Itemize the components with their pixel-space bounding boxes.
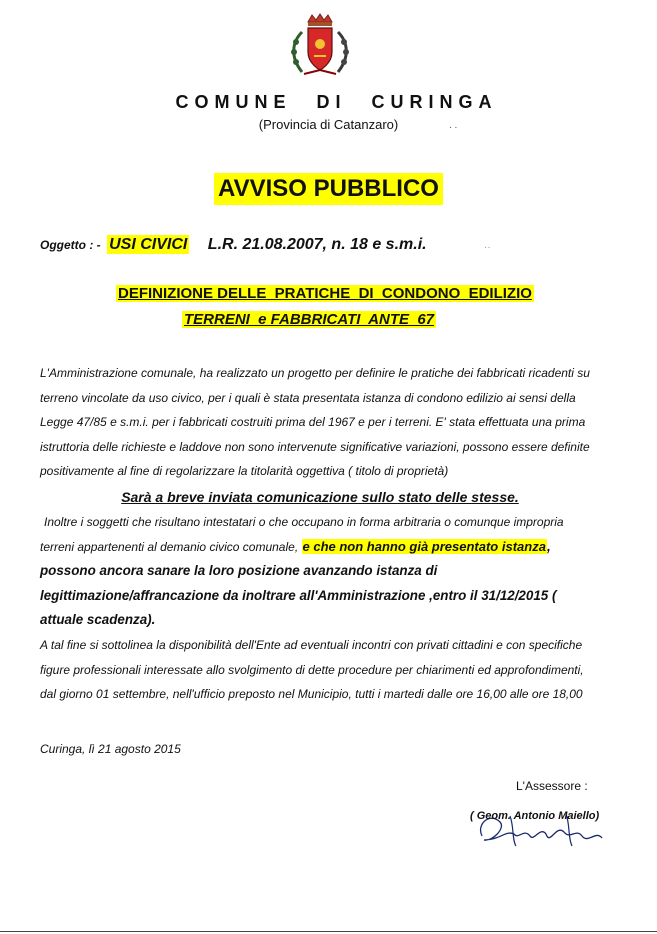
subject-label: Oggetto : - <box>40 238 101 252</box>
definition-heading-line1: DEFINIZIONE DELLE PRATICHE DI CONDONO EDILIZIO <box>118 285 532 302</box>
body-paragraph-2-start: Inoltre i soggetti che risultano intestatari o che occupano in forma arbitraria o comunque impropria terreni appartenenti al demanio civico comunale, <box>40 514 564 554</box>
municipality-name: COMUNE DI CURINGA <box>175 92 498 112</box>
signatory-name: ( Geom. Antonio Maiello) <box>470 810 600 822</box>
body-paragraph-1: L'Amministrazione comunale, ha realizzato un progetto per definire le pratiche dei fabbricati ricadenti su terreno vincolate da uso civico, per i quali è stata presentata istanza di condono edilizio ai sensi della Legge 47/85 e s.m.i. per i fabbricati costruiti prima del 1967 e per i terreni. E' stata effettuata una prima istruttoria delle richieste e laddove non sono intervenute significative variazioni, possono essere definite positivamente al fine di regolarizzare la titolarità oggettiva ( titolo di proprietà) <box>40 366 590 479</box>
title-wrapper <box>0 173 657 205</box>
place-date: Curinga, lì 21 agosto 2015 <box>40 742 181 756</box>
scan-mark: ·· <box>484 242 491 253</box>
notice-title: AVVISO PUBBLICO <box>214 173 443 205</box>
coat-of-arms-logo <box>282 12 358 84</box>
bottom-divider <box>0 931 657 932</box>
highlighted-condition: e che non hanno già presentato istanza <box>302 538 546 554</box>
province-label: (Provincia di Catanzaro) <box>258 117 399 132</box>
assessor-label: L'Assessore : <box>516 779 588 793</box>
subject-tag: USI CIVICI <box>109 236 188 253</box>
communication-notice: Sarà a breve inviata comunicazione sullo stato delle stesse. <box>121 488 519 505</box>
definition-heading-line2: TERRENI e FABBRICATI ANTE 67 <box>184 311 435 328</box>
notice-body <box>40 361 600 707</box>
body-paragraph-2-end: , possono ancora sanare la loro posizione avanzando istanza di legittimazione/affrancazione da inoltrare all'Amministrazione ,entro il 31/12/2015 ( attuale scadenza). <box>40 538 557 628</box>
subject-line <box>40 236 427 254</box>
body-paragraph-2 <box>40 510 600 633</box>
body-paragraph-3: A tal fine si sottolinea la disponibilità dell'Ente ad eventuali incontri con privati cittadini e con specifiche figure professionali interessate allo svolgimento di dette procedure per chiarimenti ed approfondimenti, dal giorno 01 settembre, nell'ufficio preposto nel Municipio, tutti i martedi dalle ore 16,00 alle ore 18,00 <box>40 637 584 702</box>
subject-law-reference: L.R. 21.08.2007, n. 18 e s.m.i. <box>207 236 427 253</box>
scan-dots: . . <box>449 120 458 131</box>
